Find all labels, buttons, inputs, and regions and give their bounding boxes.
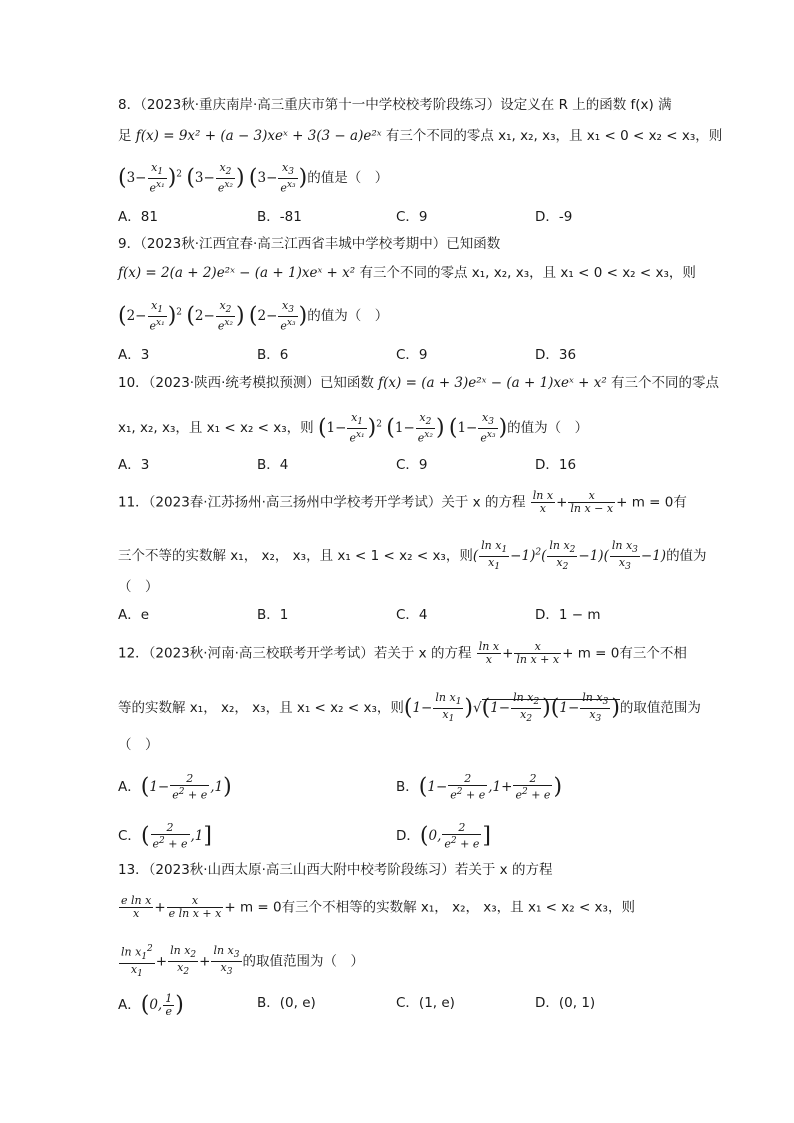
q10-text-c: x₁, x₂, x₃，且 x₁ < x₂ < x₃，则 [118,419,314,436]
q10-line2: x₁, x₂, x₃，且 x₁ < x₂ < x₃，则 (1− $\frac{x_1}{e^{x_1}}$ )$^2$ (1− $\frac{x_2}{e^{x_2}}$ ) (1− $\frac{x_3}{e^{x_3}}$ )的值为（ ） [118,411,589,445]
q13-option-a-label: A． [118,997,141,1013]
q12-line1: 12．（2023秋·河南·高三校联考开学考试）若关于 x 的方程 $\frac{\text{ln x}}{x}$ + $\frac{x}{\text{ln x + x}}$ + m = 0有三个不相 [118,640,687,666]
q8-line2 [118,126,722,146]
q12-option-c[interactable]: C．( $\frac{2}{e^2 + e}$ ,1] [118,821,212,851]
q8-option-c[interactable]: C．9 [396,209,428,225]
q13-line3: $\frac{\ln x_1^2}{x_1}$ + $\frac{\ln x_2}{x_2}$ + $\frac{\ln x_3}{x_3}$ 的取值范围为（ ） [121,943,364,980]
q8-option-d[interactable]: D．-9 [535,209,573,225]
q8-function: f(x) = 9x² + (a − 3)xeˣ + 3(3 − a)e²ˣ [135,128,382,144]
q12-option-b[interactable]: B．(1− $\frac{2}{e^2 + e}$ ,1+ $\frac{2}{e^2 + e}$ ) [396,772,563,802]
q12-text-c: 等的实数解 x₁， x₂， x₃，且 x₁ < x₂ < x₃，则 [118,700,404,717]
q8-line1: 8．（2023秋·重庆南岸·高三重庆市第十一中学校校考阶段练习）设定义在 R 上的函数 f(x) 满 [118,97,672,113]
q13-option-a[interactable]: A．(0, $\frac{1}{e}$ ) [118,992,184,1018]
q12-text-b: + m = 0有三个不相 [562,645,687,662]
q12-line3: （ ） [118,737,159,753]
q9-expr-tail: 的值为（ ） [307,307,389,324]
q10-text-a: 10．（2023·陕西·统考模拟预测）已知函数 [118,375,379,391]
q9-text-b: 有三个不同的零点 x₁, x₂, x₃，且 x₁ < 0 < x₂ < x₃，则 [355,265,696,281]
q12-option-a-label: A． [118,778,141,795]
q8-option-b[interactable]: B．-81 [257,209,302,225]
q10-expr-tail: 的值为（ ） [507,419,589,436]
q9-expression: (2− $\frac{x_1}{e^{x_1}}$ )$^2$ (2− $\frac{x_2}{e^{x_2}}$ ) (2− $\frac{x_3}{e^{x_3}}$ )的值为（ ） [118,299,389,333]
q13-text-b: + m = 0有三个不相等的实数解 x₁， x₂， x₃，且 x₁ < x₂ < x₃，则 [224,899,635,916]
q9-option-d[interactable]: D．36 [535,347,577,363]
q12-option-d[interactable]: D．(0, $\frac{2}{e^2 + e}$ ] [396,821,491,851]
q11-text-d: 的值为 [666,548,707,565]
q9-option-a[interactable]: A．3 [118,347,150,363]
q8-text-a: 足 [118,128,136,144]
q11-text-b: + m = 0有 [616,494,687,511]
q13-text-c: 的取值范围为（ ） [242,953,364,970]
q11-option-b[interactable]: B．1 [257,607,289,623]
q13-option-b[interactable]: B．(0, e) [257,995,316,1011]
q13-option-c[interactable]: C．(1, e) [396,995,455,1011]
q11-line2: 三个不等的实数解 x₁， x₂， x₃，且 x₁ < 1 < x₂ < x₃，则( $\frac{\ln x_1}{x_1}$ −1)$^2$( $\frac{\ln x_2}{x_2}$ −1)( $\frac{\ln x_3}{x_3}$ −1)的值为 [118,539,707,573]
q10-function: f(x) = (a + 3)e²ˣ − (a + 1)xeˣ + x² [378,375,607,391]
q13-line2: $\frac{\text{e ln x}}{x}$ + $\frac{x}{\text{e ln x + x}}$ + m = 0有三个不相等的实数解 x₁， x₂， x₃，且 x₁ < x₂ < x₃，则 [121,894,635,920]
q10-text-b: 有三个不同的零点 [606,375,720,391]
q12-text-d: 的取值范围为 [619,700,701,717]
q12-option-b-label: B． [396,778,419,795]
q12-option-a[interactable]: A．(1− $\frac{2}{e^2 + e}$ ,1) [118,772,232,802]
q9-option-b[interactable]: B．6 [257,347,289,363]
q8-text-b: 有三个不同的零点 x₁, x₂, x₃，且 x₁ < 0 < x₂ < x₃，则 [381,128,723,144]
q11-text-a: 11．（2023春·江苏扬州·高三扬州中学校考开学考试）关于 x 的方程 [118,494,526,511]
q11-option-c[interactable]: C．4 [396,607,428,623]
q12-line2: 等的实数解 x₁， x₂， x₃，且 x₁ < x₂ < x₃，则(1− $\frac{\ln x_1}{x_1}$ )√(1− $\frac{\ln x_2}{x_2}$ )(1− $\frac{\ln x_3}{x_3}$ )的取值范围为 [118,691,701,725]
q8-option-a[interactable]: A．81 [118,209,158,225]
q10-option-b[interactable]: B．4 [257,457,289,473]
q10-option-a[interactable]: A．3 [118,457,150,473]
q8-expr-tail: 的值是（ ） [307,169,389,186]
q11-line1: 11．（2023春·江苏扬州·高三扬州中学校考开学考试）关于 x 的方程 $\frac{\text{ln x}}{x}$ + $\frac{x}{\text{ln x − x}}$ + m = 0有 [118,489,687,515]
q11-option-a[interactable]: A．e [118,607,150,623]
q10-option-c[interactable]: C．9 [396,457,428,473]
q13-option-d[interactable]: D．(0, 1) [535,995,596,1011]
q13-line1: 13．（2023秋·山西太原·高三山西大附中校考阶段练习）若关于 x 的方程 [118,862,553,878]
q12-option-d-label: D． [396,827,420,844]
q11-line3: （ ） [118,579,159,595]
q9-line1: 9．（2023秋·江西宜春·高三江西省丰城中学校考期中）已知函数 [118,236,501,252]
q11-option-d[interactable]: D．1 − m [535,607,601,623]
q10-line1 [118,373,719,393]
q12-option-c-label: C． [118,827,141,844]
q9-line2 [118,263,696,283]
q9-option-c[interactable]: C．9 [396,347,428,363]
q11-text-c: 三个不等的实数解 x₁， x₂， x₃，且 x₁ < 1 < x₂ < x₃，则 [118,548,473,565]
q9-function: f(x) = 2(a + 2)e²ˣ − (a + 1)xeˣ + x² [118,265,356,281]
q12-text-a: 12．（2023秋·河南·高三校联考开学考试）若关于 x 的方程 [118,645,472,662]
q10-option-d[interactable]: D．16 [535,457,577,473]
q8-expression: (3− $\frac{x_1}{e^{x_1}}$ )$^2$ (3− $\frac{x_2}{e^{x_2}}$ ) (3− $\frac{x_3}{e^{x_3}}$ )的值是（ ） [118,161,389,195]
